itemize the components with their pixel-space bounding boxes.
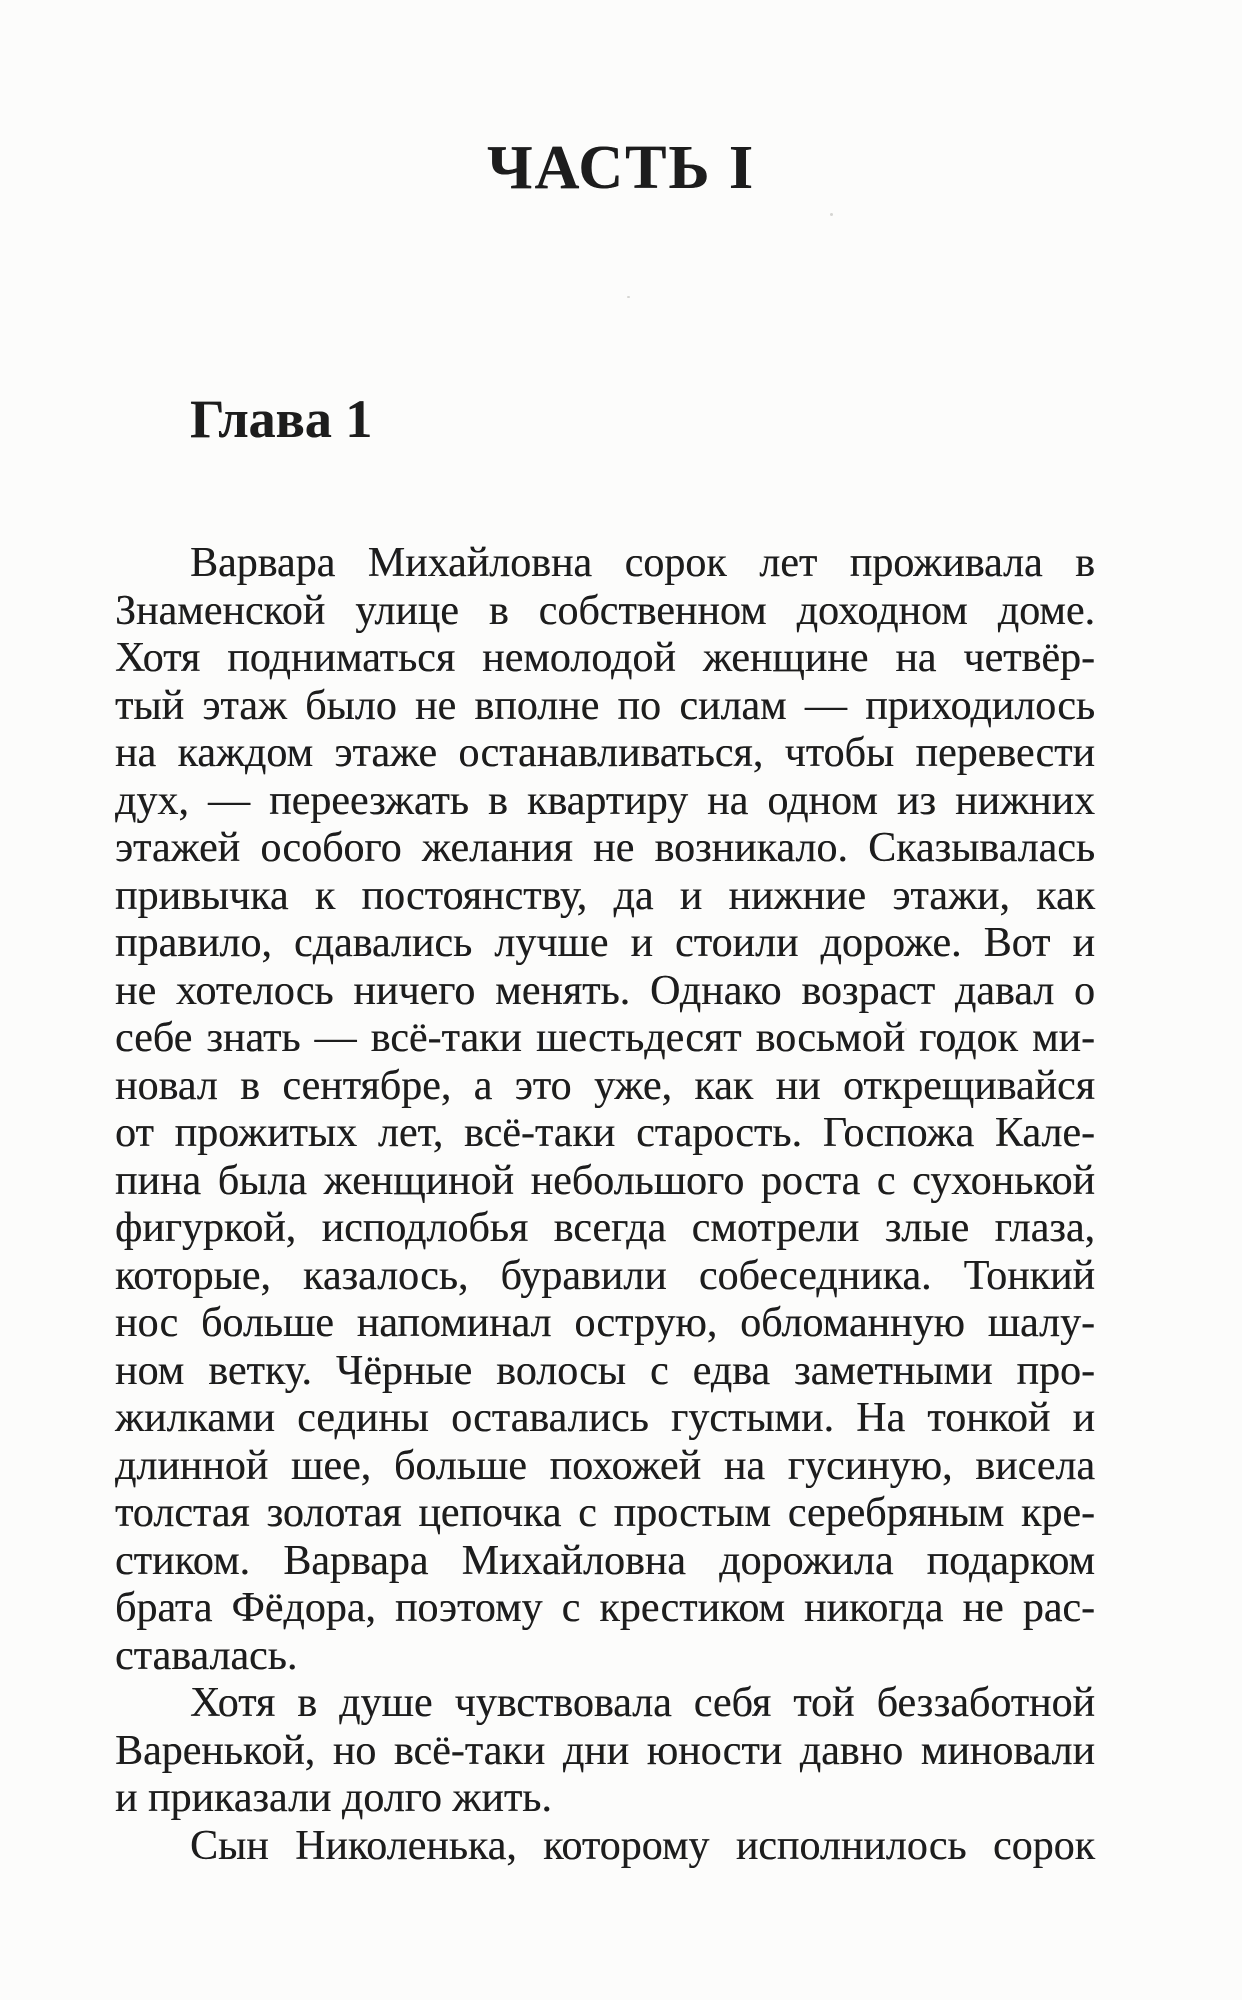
text-line: и приказали долго жить. — [115, 1775, 552, 1821]
text-line: не хотелось ничего менять. Однако возраст давал о — [115, 967, 1095, 1014]
paragraph — [115, 1823, 1095, 1871]
text-line: новал в сентябре, а это уже, как ни открещивайся — [115, 1062, 1095, 1109]
chapter-title: Глава 1 — [190, 389, 373, 449]
text-line: ном ветку. Чёрные волосы с едва заметными про- — [115, 1347, 1095, 1394]
text-line: правило, сдавались лучше и стоили дороже. Вот и — [115, 920, 1095, 966]
text-line: Варвара Михайловна сорок лет проживала в — [190, 540, 1095, 586]
text-line: привычка к постоянству, да и нижние этажи, как — [115, 872, 1095, 919]
text-line: тый этаж было не вполне по силам — приходилось — [115, 682, 1095, 729]
text-line: этажей особого желания не возникало. Сказывалась — [115, 825, 1095, 871]
scan-speckle — [627, 296, 630, 298]
scan-speckle — [830, 213, 833, 216]
text-line: жилками седины оставались густыми. На тонкой и — [115, 1395, 1095, 1441]
text-line: стиком. Варвара Михайловна дорожила подарком — [115, 1537, 1095, 1584]
text-line: от прожитых лет, всё-таки старость. Госпожа Кале- — [115, 1110, 1095, 1156]
text-line: дух, — переезжать в квартиру на одном из нижних — [115, 777, 1095, 824]
body-text — [115, 540, 1095, 1870]
text-line: Знаменской улице в собственном доходном доме. — [115, 587, 1095, 634]
text-line: длинной шее, больше похожей на гусиную, висела — [115, 1442, 1095, 1489]
text-line: Варенькой, но всё-таки дни юности давно миновали — [115, 1727, 1095, 1774]
text-line: нос больше напоминал острую, обломанную шалу- — [115, 1300, 1095, 1346]
text-line: Хотя в душе чувствовала себя той беззаботной — [190, 1680, 1095, 1726]
text-line: на каждом этаже останавливаться, чтобы перевести — [115, 730, 1095, 776]
text-line: ставалась. — [115, 1632, 298, 1679]
text-line: которые, казалось, буравили собеседника. Тонкий — [115, 1252, 1095, 1299]
text-line: брата Фёдора, поэтому с крестиком никогда не рас- — [115, 1585, 1095, 1631]
text-line: пина была женщиной небольшого роста с сухонькой — [115, 1157, 1095, 1204]
text-line: толстая золотая цепочка с простым серебряным кре- — [115, 1490, 1095, 1536]
paragraph — [115, 1680, 1095, 1823]
part-title: ЧАСТЬ I — [487, 134, 755, 202]
paragraph — [115, 540, 1095, 1680]
text-line: фигуркой, исподлобья всегда смотрели злые глаза, — [115, 1205, 1095, 1251]
text-line: себе знать — всё-таки шестьдесят восьмой годок ми- — [115, 1015, 1095, 1061]
scan-speckle — [905, 1028, 907, 1031]
text-line: Хотя подниматься немолодой женщине на четвёр- — [115, 635, 1095, 681]
text-line: Сын Николенька, которому исполнилось сорок — [190, 1822, 1095, 1869]
